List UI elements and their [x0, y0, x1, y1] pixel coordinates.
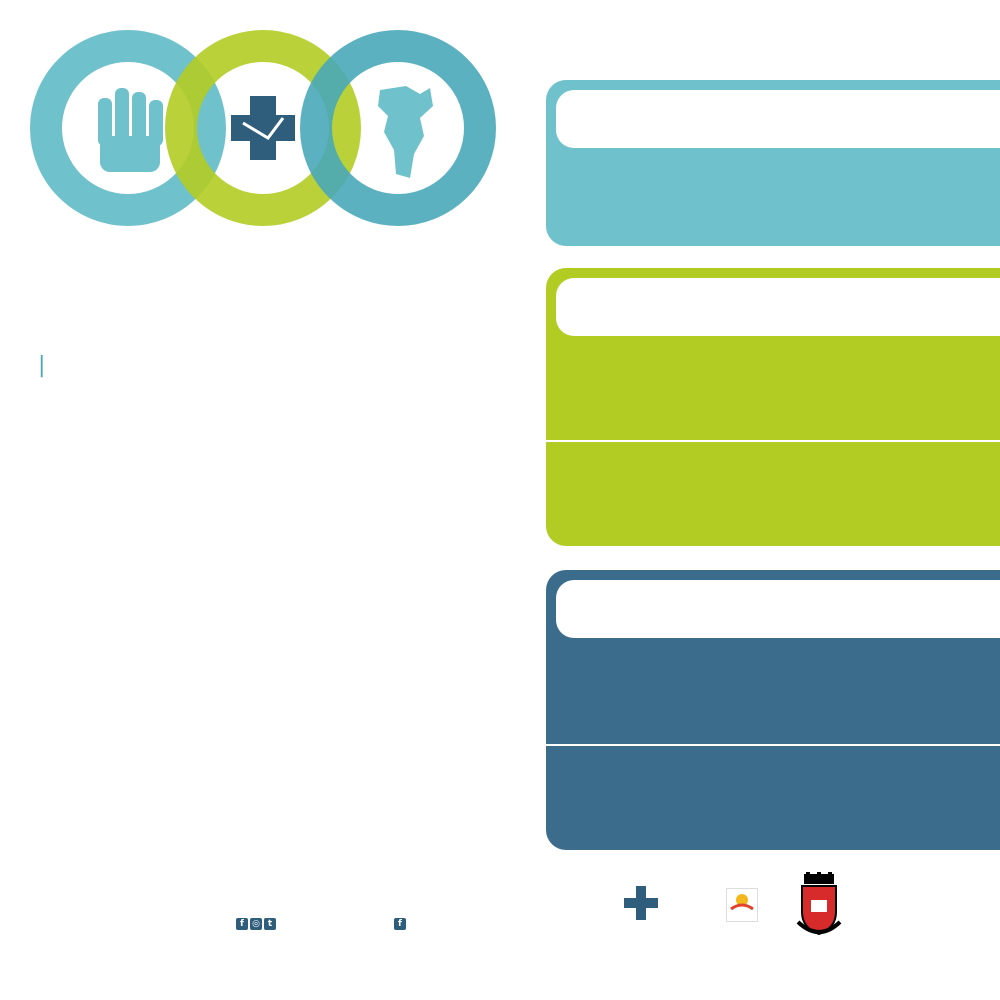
sp-city-logo [726, 888, 758, 922]
health-cross-icon [231, 96, 295, 160]
sus-cross-icon [624, 886, 658, 920]
social-handle-link[interactable] [236, 913, 278, 930]
facebook-icon: f [394, 918, 406, 930]
conselho-link[interactable] [394, 913, 408, 930]
date-card-16-fev [546, 268, 1000, 546]
tagline-divider: | [38, 353, 46, 378]
instagram-icon: ◎ [250, 918, 262, 930]
bottom-people-icons-strip [4, 956, 996, 994]
sus-logo [622, 886, 658, 920]
date-card-header [556, 580, 1000, 638]
twitter-icon: t [264, 918, 276, 930]
row-divider [546, 440, 1000, 442]
date-card-09-fev [546, 80, 1000, 246]
sts-block [572, 762, 772, 766]
facebook-icon: f [236, 918, 248, 930]
prefeitura-logo [796, 872, 848, 938]
conference-tagline [28, 354, 508, 378]
date-card-23-fev [546, 570, 1000, 850]
date-card-header [556, 278, 1000, 336]
conference-logo-rings [28, 28, 508, 228]
date-card-header [556, 90, 1000, 148]
sts-block [572, 658, 772, 662]
sun-logo-icon [727, 889, 757, 911]
sao-paulo-map-icon [378, 86, 433, 178]
raised-hands-icon [98, 88, 163, 172]
coat-of-arms-icon [796, 872, 842, 938]
row-divider [546, 744, 1000, 746]
